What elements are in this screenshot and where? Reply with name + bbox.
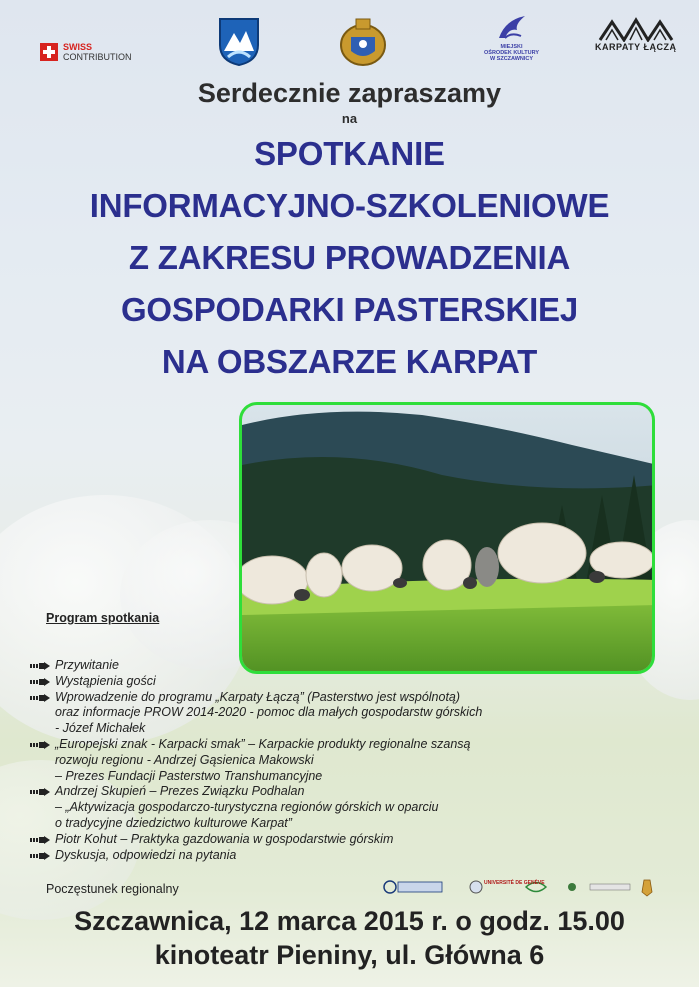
item-line: „Europejski znak - Karpacki smak” – Karpackie produkty regionalne szansą <box>55 736 471 751</box>
partner-icon <box>470 881 482 893</box>
item-line: rozwoju regionu - Andrzej Gąsienica Makowski <box>55 752 314 767</box>
karpaty-logo-text: KARPATY ŁĄCZĄ <box>595 42 677 52</box>
item-line: oraz informacje PROW 2014-2020 - pomoc dla małych gospodarstw górskich <box>55 705 483 720</box>
program-item <box>30 784 590 831</box>
arrow-icon <box>30 678 50 686</box>
swiss-contribution-logo <box>40 26 132 78</box>
title-line: NA OBSZARZE KARPAT <box>161 343 538 380</box>
arrow-icon <box>30 788 50 796</box>
event-date: Szczawnica, 12 marca 2015 r. o godz. 15.00 <box>74 906 625 936</box>
invite-text: Serdecznie zapraszamy <box>197 78 502 108</box>
partner-icon <box>398 882 442 892</box>
program-heading: Program spotkania <box>46 611 160 625</box>
arrow-icon <box>30 836 50 844</box>
arrow-icon <box>30 741 50 749</box>
refreshments-text: Poczęstunek regionalny <box>46 882 179 896</box>
sheep-photo <box>239 402 655 674</box>
swiss-cross-icon <box>40 43 58 61</box>
karpaty-laczy-logo <box>595 16 677 68</box>
item-line: Dyskusja, odpowiedzi na pytania <box>55 847 237 862</box>
event-title <box>0 128 699 388</box>
mok-line-2: OŚRODEK KULTURY <box>484 50 539 56</box>
item-line: Przywitanie <box>55 658 119 672</box>
mok-szczawnica-logo <box>484 14 539 66</box>
program-item <box>30 674 590 690</box>
title-line: GOSPODARKI PASTERSKIEJ <box>120 291 579 328</box>
item-line: – Prezes Fundacji Pasterstwo Transhumancyjne <box>55 768 323 783</box>
program-item <box>30 848 590 864</box>
partner-icon <box>642 880 652 896</box>
partner-logos <box>380 872 670 898</box>
mountains-icon <box>598 16 674 42</box>
item-line: Wystąpienia gości <box>55 673 156 688</box>
partner-unige: UNIVERSITÉ DE GENÈVE <box>484 880 545 886</box>
item-line: o tradycyjne dziedzictwo kulturowe Karpat” <box>55 815 292 830</box>
na-text: na <box>341 111 358 126</box>
program-item <box>30 658 590 674</box>
program-item <box>30 690 590 737</box>
szczawnica-coat-of-arms-icon <box>218 16 260 68</box>
arrow-icon <box>30 852 50 860</box>
swiss-logo-bottom: CONTRIBUTION <box>63 52 132 62</box>
partner-icon <box>568 883 576 891</box>
mok-line-3: W SZCZAWNICY <box>489 56 534 62</box>
program-item <box>30 737 590 784</box>
title-line: INFORMACYJNO-SZKOLENIOWE <box>89 187 610 224</box>
item-line: Andrzej Skupień – Prezes Związku Podhalan <box>55 784 305 799</box>
title-line: Z ZAKRESU PROWADZENIA <box>128 239 571 276</box>
event-venue: kinoteatr Pieniny, ul. Główna 6 <box>154 940 545 970</box>
item-line: Wprowadzenie do programu „Karpaty Łączą” (Pasterstwo jest wspólnotą) <box>55 689 461 704</box>
item-line: - Józef Michałek <box>55 721 146 736</box>
emblem-icon <box>336 16 390 68</box>
arrow-icon <box>30 662 50 670</box>
item-line: Piotr Kohut – Praktyka gazdowania w gospodarstwie górskim <box>55 831 394 846</box>
mok-line-1: MIEJSKI <box>500 44 523 50</box>
title-line: SPOTKANIE <box>254 135 445 172</box>
swiss-logo-top: SWISS <box>63 42 93 52</box>
program-item <box>30 832 590 848</box>
partner-icon <box>384 881 396 893</box>
program-list <box>30 658 590 863</box>
bird-icon <box>495 14 529 44</box>
item-line: – „Aktywizacja gospodarczo-turystyczna regionów górskich w oparciu <box>55 800 439 815</box>
arrow-icon <box>30 694 50 702</box>
partner-icon <box>590 884 630 890</box>
